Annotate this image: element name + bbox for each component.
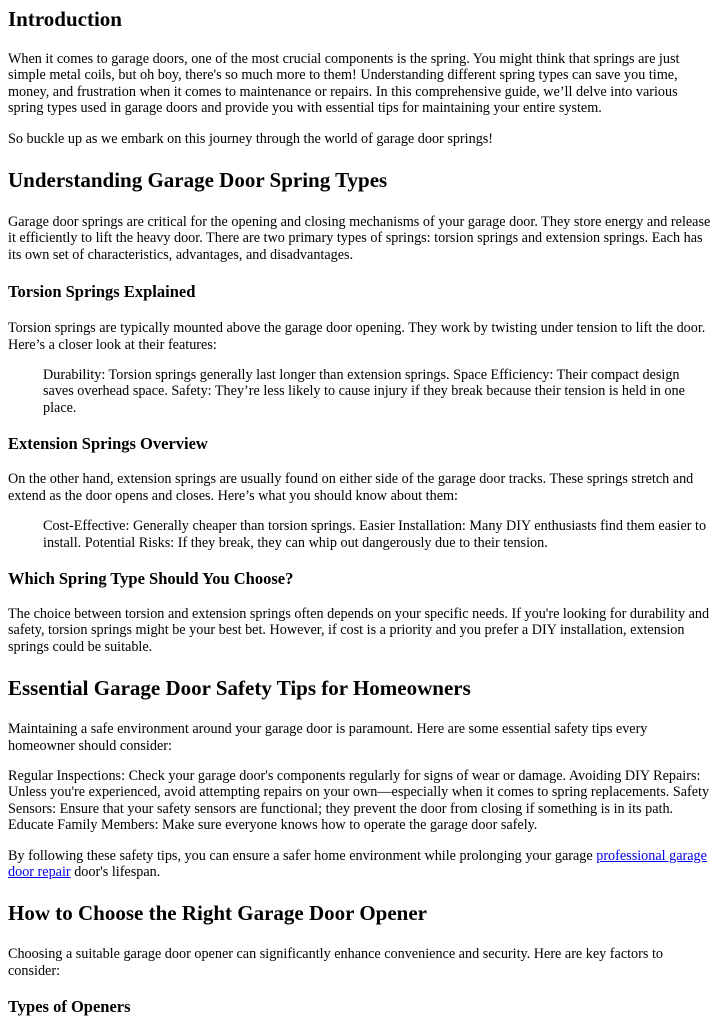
heading-which-spring: Which Spring Type Should You Choose? [8,568,294,588]
safety-text-before-link: By following these safety tips, you can ensure a safer home environment while prolonging your garage [8,847,597,864]
heading-extension-springs: Extension Springs Overview [8,434,208,454]
heading-types-of-openers: Types of Openers [8,997,131,1017]
safety-paragraph-1: Maintaining a safe environment around your garage door is paramount. Here are some essential safety tips every homeowner should consider: [8,721,648,754]
heading-safety-tips: Essential Garage Door Safety Tips for Homeowners [8,676,471,701]
heading-choose-opener: How to Choose the Right Garage Door Opener [8,901,427,926]
safety-paragraph-2: Regular Inspections: Check your garage door's components regularly for signs of wear or damage. Avoiding DIY Repairs: Unless you're experienced, avoid attempting repairs on your own—especially when it comes to spring replacements. Safety Sensors: Ensure that your safety sensors are functional; they prevent the door from closing if something is in its path. Educate Family Members: Make sure everyone knows how to operate the garage door safely. [8,767,710,834]
intro-paragraph-1: When it comes to garage doors, one of the most crucial components is the spring. You might think that springs are just simple metal coils, but oh boy, there's so much more to them! Understanding different spring types can save you time, money, and frustration when it comes to maintenance or repairs. In this comprehensive guide, we’ll delve into various spring types used in garage doors and provide you with essential tips for maintaining your entire system. [8,51,680,117]
extension-paragraph: On the other hand, extension springs are usually found on either side of the garage door tracks. These springs stretch and extend as the door opens and closes. Here’s what you should know about them: [8,471,694,504]
spring-types-paragraph: Garage door springs are critical for the opening and closing mechanisms of your garage door. They store energy and release it efficiently to lift the heavy door. There are two primary types of springs: torsion springs and extension springs. Each has its own set of characteristics, advantages, and disadvantages. [8,214,711,263]
opener-paragraph: Choosing a suitable garage door opener can significantly enhance convenience and security. Here are key factors to consider: [8,946,663,979]
torsion-features-list: Durability: Torsion springs generally last longer than extension springs. Space Efficiency: Their compact design saves overhead space. Safety: They’re less likely to cause injury if they break because their tension is held in one place. [43,367,685,416]
safety-paragraph-3 [8,848,712,881]
heading-introduction: Introduction [8,7,122,31]
heading-spring-types: Understanding Garage Door Spring Types [8,168,388,193]
heading-torsion-springs: Torsion Springs Explained [8,282,196,302]
extension-features-list: Cost-Effective: Generally cheaper than torsion springs. Easier Installation: Many DIY enthusiasts find them easier to install. Potential Risks: If they break, they can whip out dangerously due to their tension. [43,518,707,551]
intro-paragraph-2: So buckle up as we embark on this journey through the world of garage door springs! [8,130,494,147]
safety-text-after-link: door's lifespan. [70,863,161,880]
professional-garage-door-repair-link[interactable]: professional garage door repair [8,847,707,880]
torsion-paragraph: Torsion springs are typically mounted above the garage door opening. They work by twisting under tension to lift the door. Here’s a closer look at their features: [8,320,706,353]
which-spring-paragraph: The choice between torsion and extension springs often depends on your specific needs. If you're looking for durability and safety, torsion springs might be your best bet. However, if cost is a priority and you prefer a DIY installation, extension springs could be suitable. [8,605,710,655]
